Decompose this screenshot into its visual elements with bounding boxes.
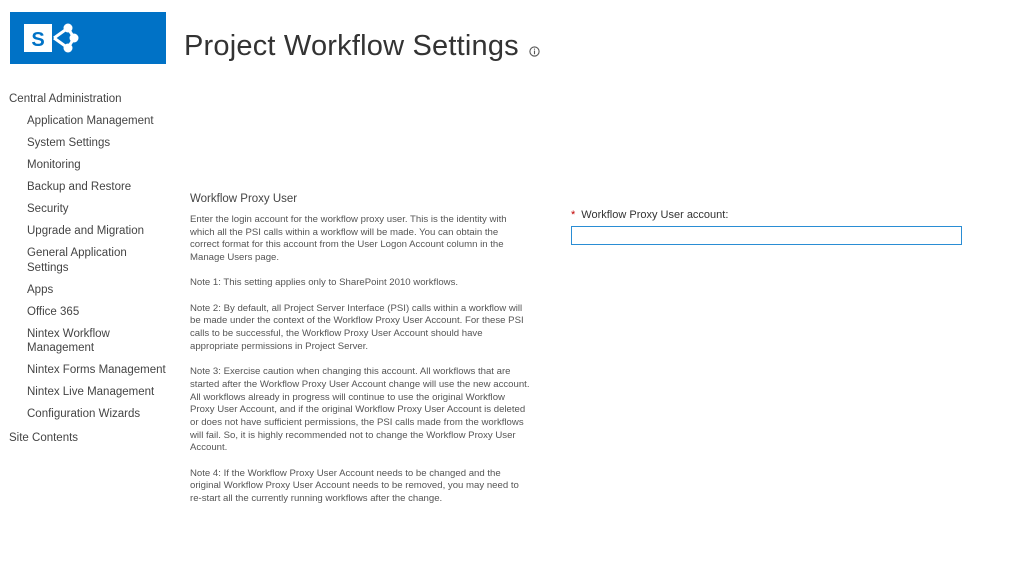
nav-item-office-365[interactable]: Office 365 (27, 305, 80, 318)
nav-item-security[interactable]: Security (27, 203, 69, 215)
svg-text:S: S (31, 29, 45, 51)
nav-item-upgrade-and-migration[interactable]: Upgrade and Migration (27, 225, 144, 237)
sharepoint-logo[interactable] (10, 12, 166, 64)
nav-item-nintex-workflow-management[interactable]: Nintex Workflow Management (27, 327, 110, 354)
page-title: Project Workflow Settings (184, 30, 519, 62)
info-icon[interactable] (529, 44, 540, 55)
nav-central-administration[interactable]: Central Administration (9, 93, 122, 105)
nav-item-general-application-settings[interactable]: General Application Settings (27, 247, 127, 274)
page-header (184, 30, 540, 63)
nav-item-nintex-forms-management[interactable]: Nintex Forms Management (27, 364, 166, 376)
section-description: Enter the login account for the workflow proxy user. This is the identity with which all the PSI calls within a workflow will be made. You can obtain the correct format for this account from the User Logon Account column in the Manage Users page. (190, 214, 507, 264)
nav-item-application-management[interactable]: Application Management (27, 115, 154, 127)
workflow-proxy-section (190, 192, 530, 518)
quick-launch-nav (9, 90, 169, 448)
nav-item-nintex-live-management[interactable]: Nintex Live Management (27, 386, 155, 398)
section-title: Workflow Proxy User (190, 193, 298, 205)
nav-sub-list (27, 114, 169, 422)
nav-site-contents[interactable]: Site Contents (9, 432, 79, 444)
nav-item-apps[interactable]: Apps (27, 283, 54, 296)
section-note-4: Note 4: If the Workflow Proxy User Account needs to be changed and the original Workflow Proxy User Account needs to be removed, you may need to re-start all the currently running workflows after the change. (190, 467, 519, 505)
nav-item-monitoring[interactable]: Monitoring (27, 159, 81, 171)
section-note-1: Note 1: This setting applies only to SharePoint 2010 workflows. (190, 277, 459, 289)
section-note-2: Note 2: By default, all Project Server Interface (PSI) calls within a workflow will be made under the context of the Workflow Proxy User Account. For these PSI calls to be successful, the Workflow Proxy User Account should have appropriate permissions in Project Server. (190, 302, 524, 352)
required-marker: * (571, 209, 576, 221)
sharepoint-logo-icon (24, 20, 84, 56)
field-label-row (571, 208, 963, 222)
field-label: Workflow Proxy User account: (581, 209, 729, 221)
section-note-3: Note 3: Exercise caution when changing this account. All workflows that are started after the Workflow Proxy User Account change will use the new account. All workflows already in progress will continue to use the original Workflow Proxy User Account, and if the original Workflow Proxy User Account is deleted or does not have sufficient permissions, the PSI calls made from the workflows will fail. So, it is highly recommended not to change the Workflow Proxy User Account. (190, 366, 530, 454)
workflow-proxy-user-field (571, 208, 963, 245)
nav-item-backup-and-restore[interactable]: Backup and Restore (27, 181, 132, 193)
workflow-proxy-user-input[interactable] (571, 226, 962, 245)
nav-item-system-settings[interactable]: System Settings (27, 137, 111, 149)
nav-item-configuration-wizards[interactable]: Configuration Wizards (27, 408, 141, 420)
